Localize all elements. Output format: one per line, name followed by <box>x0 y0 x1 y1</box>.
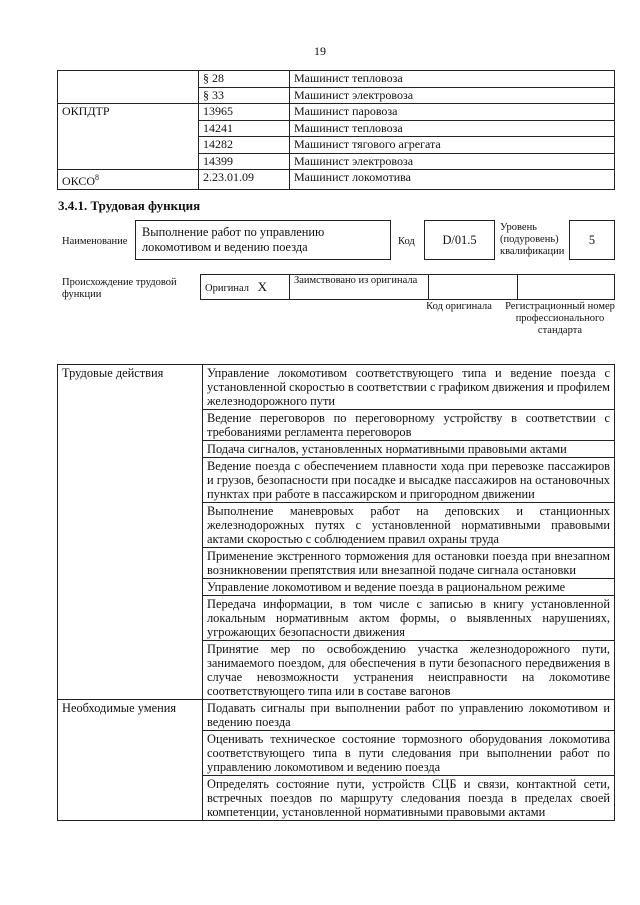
codes-code: 14282 <box>199 137 290 154</box>
code-original-label: Код оригинала <box>426 301 492 312</box>
codes-code: § 28 <box>199 71 290 88</box>
original-cell <box>201 275 290 300</box>
codes-group: ОКПДТР <box>62 104 110 118</box>
codes-name: Машинист тягового агрегата <box>290 137 615 154</box>
codes-group: ОКСО <box>62 174 96 188</box>
level-value: 5 <box>588 233 596 247</box>
code-original-cell <box>429 275 518 300</box>
codes-name: Машинист локомотива <box>290 170 615 190</box>
labor-action-text: Применение экстренного торможения для остановки поезда при внезапном возникновении препятствия или внезапной подаче сигнала остановки <box>203 548 615 579</box>
function-code-value: D/01.5 <box>442 233 477 247</box>
borrowed-label: Заимствовано из оригинала <box>294 275 418 286</box>
origin-label: Происхождение трудовой функции <box>62 277 177 300</box>
level-label: Уровень (подуровень) квалификации <box>500 222 565 257</box>
skill-row <box>58 700 615 731</box>
codes-row <box>58 170 615 190</box>
name-label: Наименование <box>62 236 128 247</box>
codes-code: 13965 <box>199 104 290 121</box>
codes-group-cell <box>58 170 199 190</box>
codes-name: Машинист тепловоза <box>290 120 615 137</box>
code-label: Код <box>398 236 415 247</box>
skill-text: Подавать сигналы при выполнении работ по управлению локомотивом и ведению поезда <box>203 700 615 731</box>
codes-group-cell <box>58 104 199 170</box>
function-name-box <box>135 220 391 260</box>
section-title: 3.4.1. Трудовая функция <box>58 198 201 213</box>
labor-action-text: Ведение поезда с обеспечением плавности хода при перевозке пассажиров и грузов, безопасности при посадке и высадке пассажиров на остановочных пунктах при работе в пассажирском и пригородном движении <box>203 458 615 503</box>
codes-name: Машинист электровоза <box>290 153 615 170</box>
codes-row <box>58 104 615 121</box>
codes-row <box>58 71 615 88</box>
labor-actions-label: Трудовые действия <box>58 365 203 700</box>
original-mark: X <box>257 279 268 294</box>
labor-action-text: Подача сигналов, установленных нормативными правовыми актами <box>203 441 615 458</box>
codes-code: 14399 <box>199 153 290 170</box>
codes-name: Машинист электровоза <box>290 87 615 104</box>
codes-table <box>57 70 615 190</box>
codes-group-cell <box>58 71 199 104</box>
skills-label: Необходимые умения <box>58 700 203 821</box>
page-number: 19 <box>314 44 326 58</box>
codes-name: Машинист тепловоза <box>290 71 615 88</box>
labor-action-text: Управление локомотивом и ведение поезда в рациональном режиме <box>203 579 615 596</box>
reg-number-label: Регистрационный номер профессионального стандарта <box>505 301 615 336</box>
function-code-box <box>424 220 495 260</box>
original-label: Оригинал <box>205 283 249 294</box>
level-value-box <box>569 220 615 260</box>
labor-action-text: Выполнение маневровых работ на деповских и станционных железнодорожных путях с установленной нормативными правовыми актами скоростью с соблюдением правил охраны труда <box>203 503 615 548</box>
codes-name: Машинист паровоза <box>290 104 615 121</box>
labor-action-row <box>58 365 615 410</box>
codes-code: § 33 <box>199 87 290 104</box>
origin-table <box>200 274 615 300</box>
codes-code: 14241 <box>199 120 290 137</box>
function-name-value: Выполнение работ по управлению локомотивом и ведению поезда <box>142 225 325 254</box>
labor-action-text: Управление локомотивом соответствующего типа и ведение поезда с установленной скоростью в соответствии с графиком движения и профилем железнодорожного пути <box>203 365 615 410</box>
labor-action-text: Принятие мер по освобождению участка железнодорожного пути, занимаемого поездом, для обеспечения в пути безопасного передвижения в случае невозможности устранения неисправности на локомотиве соответствующего типа или в составе вагонов <box>203 641 615 700</box>
skill-text: Определять состояние пути, устройств СЦБ и связи, контактной сети, встречных поездов по маршруту следования поезда в пределах своей компетенции, установленной нормативными правовыми актами <box>203 776 615 821</box>
actions-skills-table <box>57 364 615 821</box>
reg-number-cell <box>518 275 615 300</box>
skill-text: Оценивать техническое состояние тормозного оборудования локомотива соответствующего типа в пути следования при выполнении работ по управлению локомотивом и ведению поезда <box>203 731 615 776</box>
labor-action-text: Передача информации, в том числе с записью в книгу установленной локальным нормативным актом формы, о выявленных нарушениях, угрожающих безопасности движения <box>203 596 615 641</box>
footnote-mark: 8 <box>95 173 100 182</box>
borrowed-cell <box>290 275 429 300</box>
codes-code: 2.23.01.09 <box>199 170 290 190</box>
labor-action-text: Ведение переговоров по переговорному устройству в соответствии с требованиями регламента переговоров <box>203 410 615 441</box>
